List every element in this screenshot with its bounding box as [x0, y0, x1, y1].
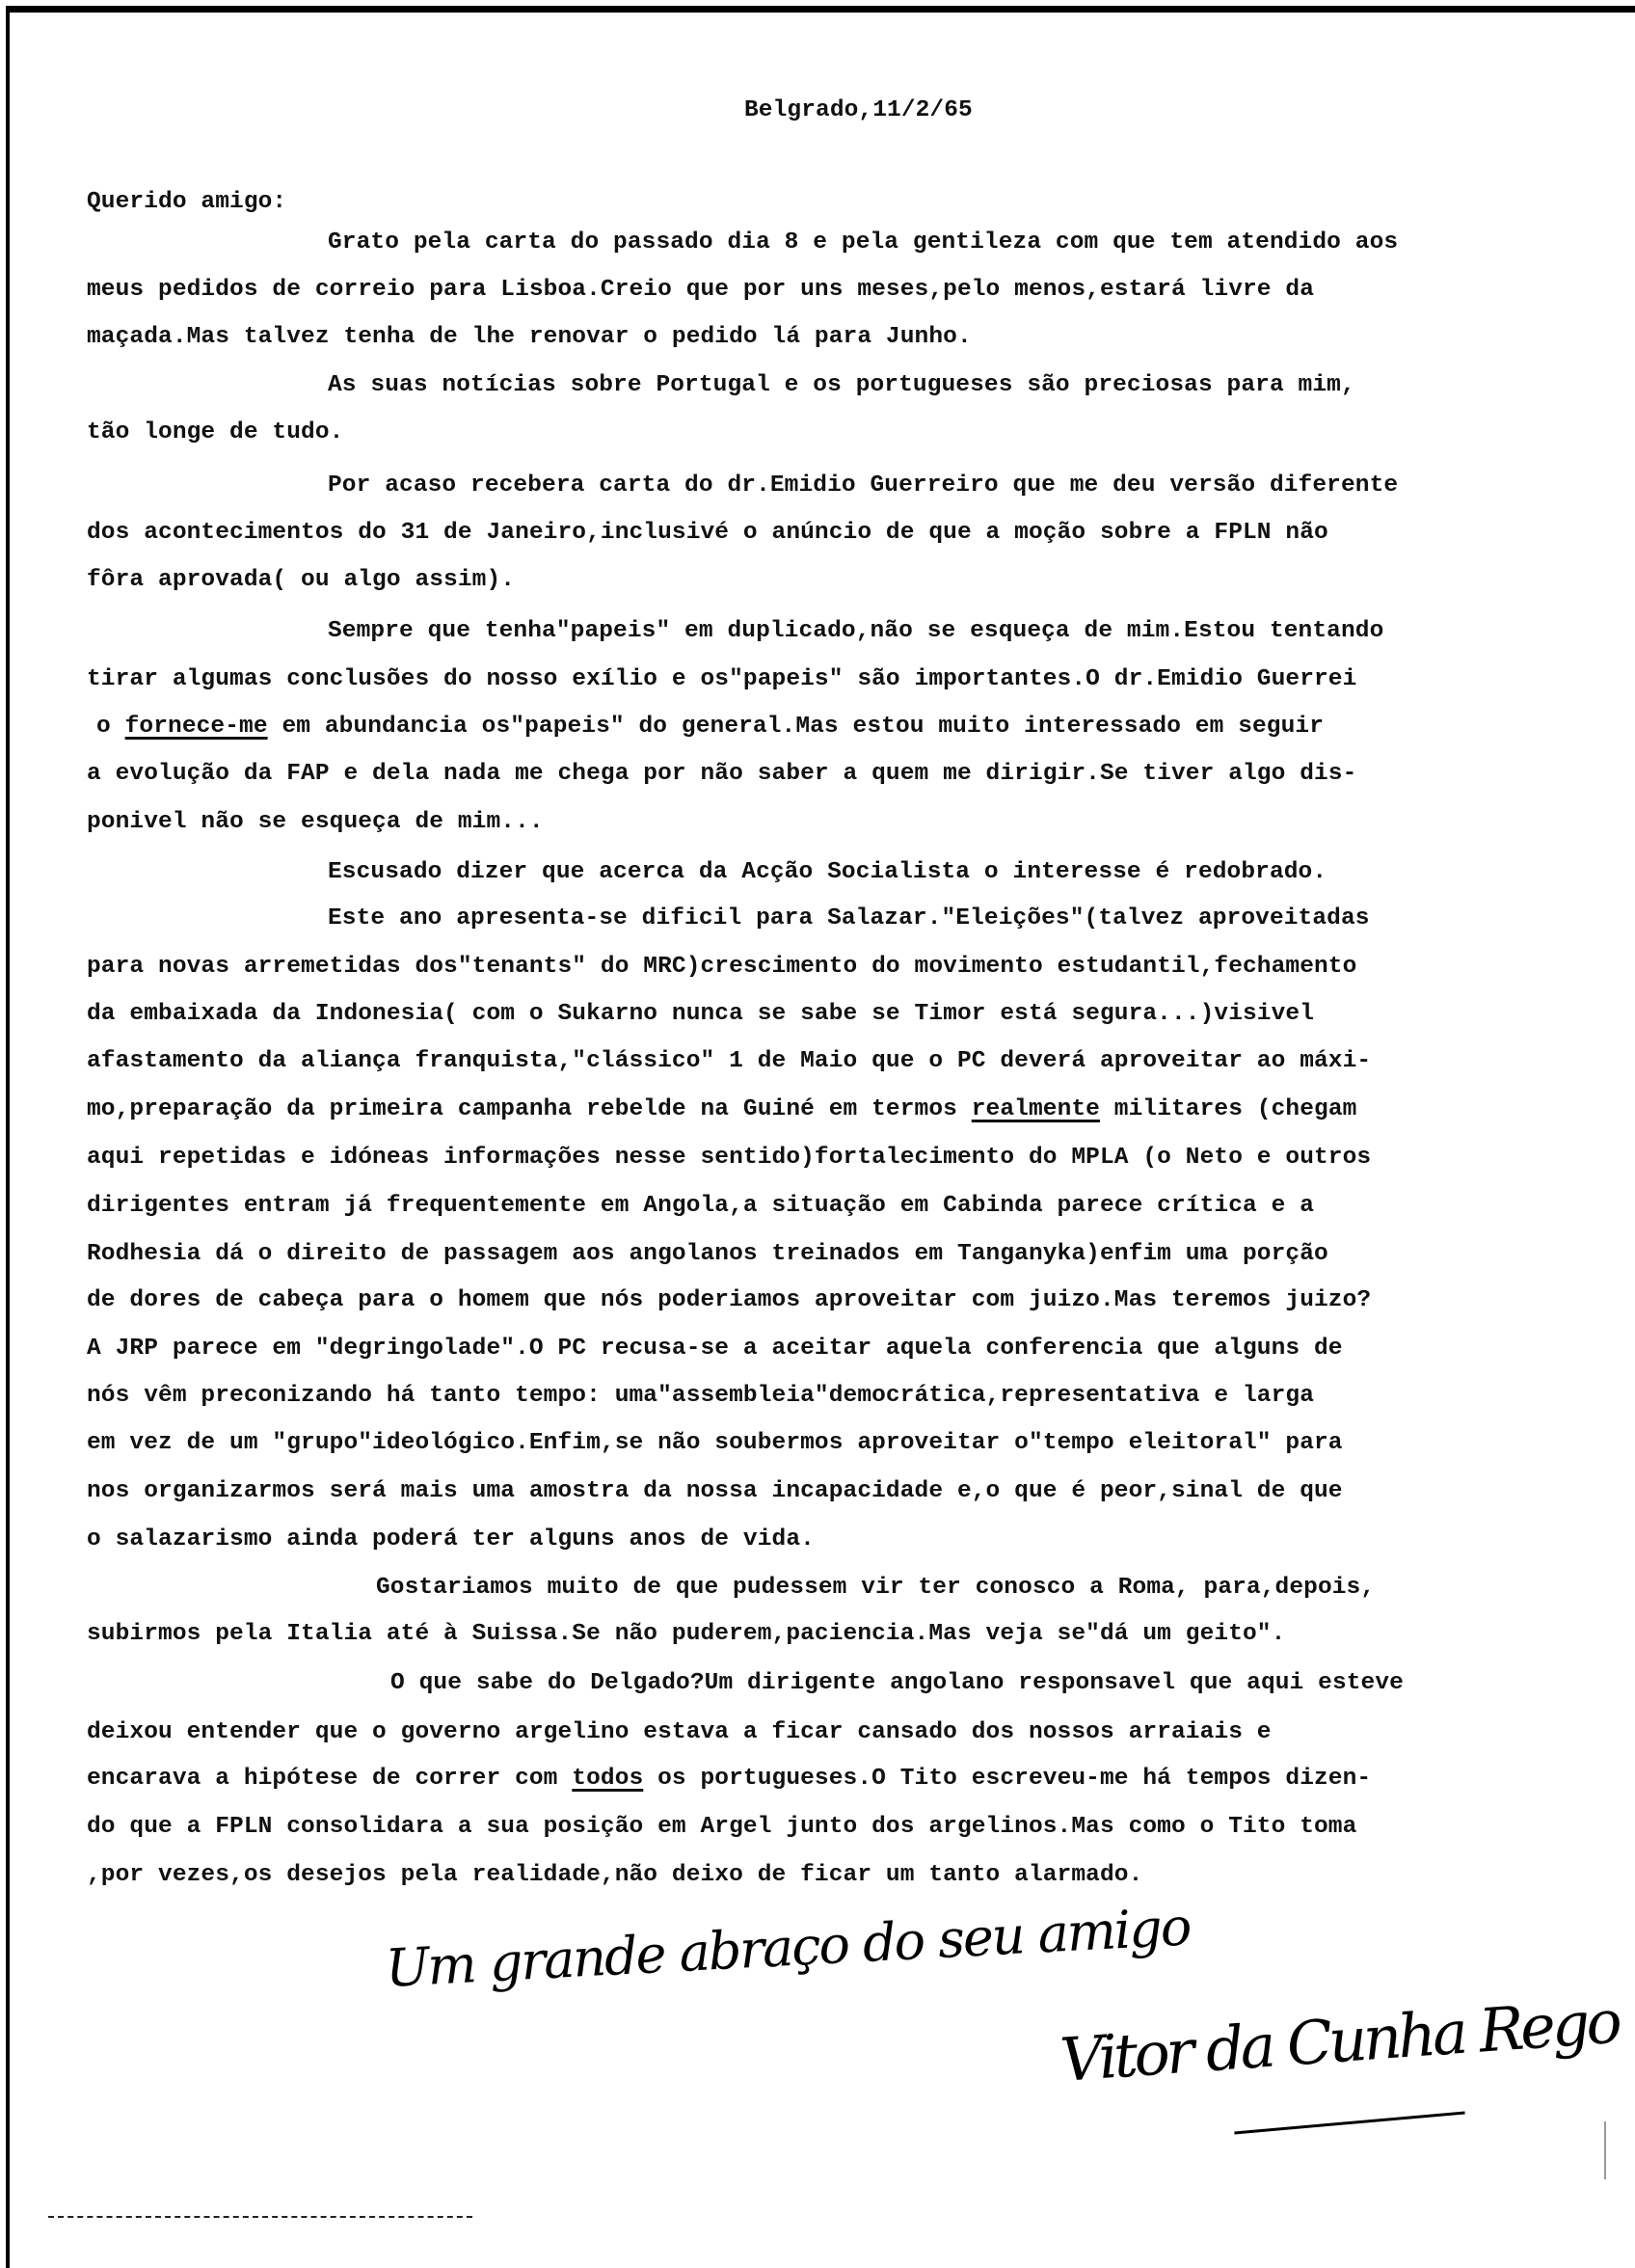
underlined-word: fornece-me [124, 714, 268, 740]
letter-line: deixou entender que o governo argelino estava a ficar cansado dos nossos arraiais e [87, 1719, 1272, 1745]
place-date: Belgrado,11/2/65 [744, 97, 973, 123]
letter-line: maçada.Mas talvez tenha de lhe renovar o pedido lá para Junho. [87, 324, 972, 350]
letter-line: o salazarismo ainda poderá ter alguns anos de vida. [87, 1526, 815, 1552]
letter-line: o fornece-me em abundancia os"papeis" do general.Mas estou muito interessado em seguir [96, 714, 1325, 740]
letter-line: da embaixada da Indonesia( com o Sukarno nunca se sabe se Timor está segura...)visivel [87, 1001, 1315, 1027]
letter-line: ,por vezes,os desejos pela realidade,não deixo de ficar um tanto alarmado. [87, 1862, 1143, 1888]
letter-line: subirmos pela Italia até à Suissa.Se não puderem,paciencia.Mas veja se"dá um geito". [87, 1621, 1286, 1647]
handwritten-closing: Um grande abraço do seu amigo [384, 1896, 1192, 1999]
letter-line: Gostariamos muito de que pudessem vir ter conosco a Roma, para,depois, [376, 1575, 1376, 1601]
scan-bottom-dash-line [48, 2216, 472, 2218]
letter-line: do que a FPLN consolidara a sua posição em Argel junto dos argelinos.Mas como o Tito toma [87, 1814, 1357, 1840]
scan-left-border [6, 6, 10, 2268]
signature-underline-stroke [1234, 2112, 1464, 2135]
letter-line: meus pedidos de correio para Lisboa.Creio que por uns meses,pelo menos,estará livre da [87, 277, 1315, 303]
letter-line: Grato pela carta do passado dia 8 e pela gentileza com que tem atendido aos [328, 230, 1399, 256]
underlined-word: realmente [971, 1096, 1100, 1122]
letter-line: Este ano apresenta-se dificil para Salazar."Eleições"(talvez aproveitadas [328, 905, 1370, 932]
letter-line: tirar algumas conclusões do nosso exílio e os"papeis" são importantes.O dr.Emidio Guerrei [87, 666, 1357, 692]
letter-line: fôra aprovada( ou algo assim). [87, 567, 516, 593]
letter-line: Rodhesia dá o direito de passagem aos angolanos treinados em Tanganyka)enfim uma porção [87, 1241, 1328, 1267]
letter-line: Escusado dizer que acerca da Acção Socialista o interesse é redobrado. [328, 859, 1327, 885]
scan-top-border [6, 6, 1635, 13]
letter-line: afastamento da aliança franquista,"clássico" 1 de Maio que o PC deverá aproveitar ao máxi- [87, 1048, 1372, 1074]
letter-line: mo,preparação da primeira campanha rebelde na Guiné em termos realmente militares (chegam [87, 1096, 1357, 1122]
letter-line: em vez de um "grupo"ideológico.Enfim,se não soubermos aproveitar o"tempo eleitoral" para [87, 1430, 1343, 1456]
letter-line: nos organizarmos será mais uma amostra da nossa incapacidade e,o que é peor,sinal de que [87, 1478, 1343, 1504]
salutation: Querido amigo: [87, 189, 287, 215]
handwritten-signature: Vitor da Cunha Rego [1058, 1985, 1621, 2095]
letter-line: A JRP parece em "degringolade".O PC recusa-se a aceitar aquela conferencia que alguns de [87, 1336, 1343, 1362]
letter-line: tão longe de tudo. [87, 419, 344, 446]
letter-line: dos acontecimentos do 31 de Janeiro,inclusivé o anúncio de que a moção sobre a FPLN não [87, 520, 1328, 546]
letter-line: O que sabe do Delgado?Um dirigente angolano responsavel que aqui esteve [390, 1670, 1404, 1696]
letter-line: Por acaso recebera carta do dr.Emidio Guerreiro que me deu versão diferente [328, 472, 1399, 499]
letter-line: nós vêm preconizando há tanto tempo: uma"assembleia"democrática,representativa e larga [87, 1383, 1315, 1409]
underlined-word: todos [572, 1766, 644, 1792]
scan-right-edge-mark [1604, 2121, 1606, 2179]
letter-line: Sempre que tenha"papeis" em duplicado,não se esqueça de mim.Estou tentando [328, 618, 1384, 644]
letter-line: a evolução da FAP e dela nada me chega por não saber a quem me dirigir.Se tiver algo dis- [87, 761, 1357, 787]
letter-line: As suas notícias sobre Portugal e os portugueses são preciosas para mim, [328, 372, 1355, 398]
letter-line: ponivel não se esqueça de mim... [87, 809, 544, 835]
letter-line: para novas arremetidas dos"tenants" do MRC)crescimento do movimento estudantil,fechamento [87, 954, 1357, 980]
letter-line: de dores de cabeça para o homem que nós poderiamos aproveitar com juizo.Mas teremos juizo? [87, 1287, 1372, 1313]
letter-line: encarava a hipótese de correr com todos os portugueses.O Tito escreveu-me há tempos dizen- [87, 1766, 1372, 1792]
letter-line: aqui repetidas e idóneas informações nesse sentido)fortalecimento do MPLA (o Neto e outros [87, 1145, 1372, 1171]
letter-line: dirigentes entram já frequentemente em Angola,a situação em Cabinda parece crítica e a [87, 1193, 1315, 1219]
